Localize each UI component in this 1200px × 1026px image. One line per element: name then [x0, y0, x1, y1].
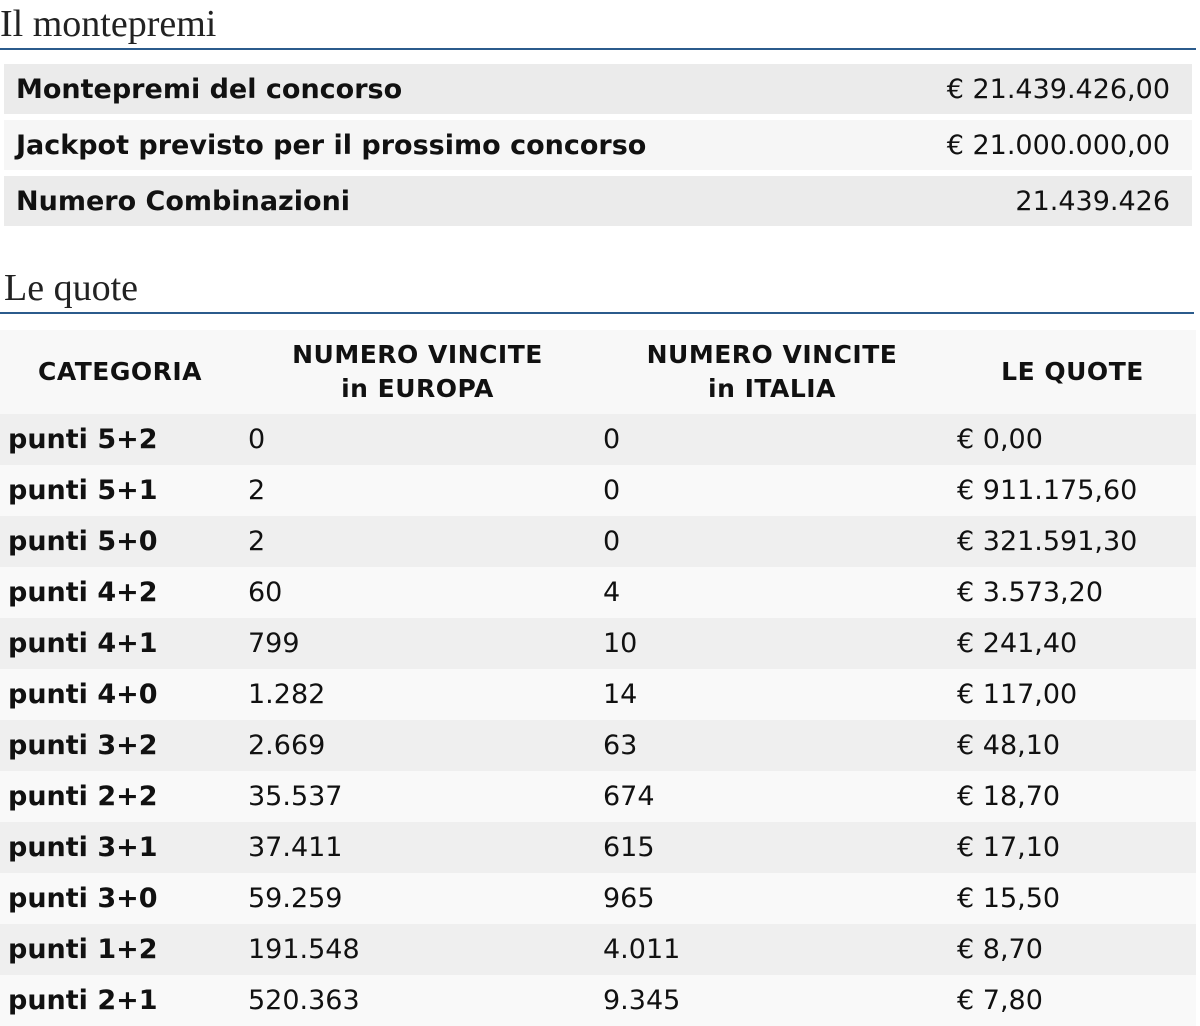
cell-quota: € 7,80: [949, 975, 1196, 1026]
cell-categoria: punti 3+2: [0, 720, 240, 771]
header-europa-line1: NUMERO VINCITE: [292, 340, 543, 369]
table-row: [0, 771, 1196, 822]
header-europa-line2: in EUROPA: [341, 374, 494, 403]
cell-categoria: punti 3+0: [0, 873, 240, 924]
cell-quota: € 117,00: [949, 669, 1196, 720]
cell-italia: 63: [595, 720, 949, 771]
quote-table-body: [0, 414, 1196, 1026]
cell-europa: 520.363: [240, 975, 595, 1026]
cell-europa: 2.669: [240, 720, 595, 771]
quote-header-row: [0, 330, 1196, 414]
cell-europa: 799: [240, 618, 595, 669]
cell-categoria: punti 5+0: [0, 516, 240, 567]
cell-quota: € 241,40: [949, 618, 1196, 669]
cell-europa: 60: [240, 567, 595, 618]
table-row: [0, 822, 1196, 873]
table-row: [0, 465, 1196, 516]
cell-europa: 35.537: [240, 771, 595, 822]
cell-quota: € 8,70: [949, 924, 1196, 975]
cell-italia: 10: [595, 618, 949, 669]
cell-italia: 0: [595, 465, 949, 516]
cell-categoria: punti 5+1: [0, 465, 240, 516]
table-row: [0, 414, 1196, 465]
cell-categoria: punti 3+1: [0, 822, 240, 873]
cell-italia: 0: [595, 516, 949, 567]
table-row: [0, 975, 1196, 1026]
cell-categoria: punti 1+2: [0, 924, 240, 975]
header-italia: [595, 330, 949, 414]
header-categoria-label: CATEGORIA: [37, 357, 203, 386]
summary-row-combinazioni: [4, 176, 1192, 226]
montepremi-title: Il montepremi: [0, 0, 1196, 50]
header-quote: [949, 330, 1196, 414]
summary-row-montepremi: [4, 64, 1192, 114]
cell-europa: 1.282: [240, 669, 595, 720]
table-row: [0, 924, 1196, 975]
cell-quota: € 0,00: [949, 414, 1196, 465]
cell-categoria: punti 5+2: [0, 414, 240, 465]
cell-italia: 9.345: [595, 975, 949, 1026]
cell-categoria: punti 4+1: [0, 618, 240, 669]
cell-italia: 674: [595, 771, 949, 822]
header-italia-line2: in ITALIA: [708, 374, 836, 403]
cell-europa: 2: [240, 465, 595, 516]
cell-europa: 37.411: [240, 822, 595, 873]
cell-quota: € 3.573,20: [949, 567, 1196, 618]
summary-value: € 21.000.000,00: [946, 129, 1170, 161]
summary-value: € 21.439.426,00: [946, 73, 1170, 105]
cell-quota: € 18,70: [949, 771, 1196, 822]
summary-label: Montepremi del concorso: [16, 73, 403, 105]
cell-quota: € 15,50: [949, 873, 1196, 924]
quote-table: [0, 330, 1196, 1026]
cell-europa: 191.548: [240, 924, 595, 975]
table-row: [0, 567, 1196, 618]
cell-italia: 4.011: [595, 924, 949, 975]
quote-title: Le quote: [0, 264, 1194, 314]
cell-italia: 0: [595, 414, 949, 465]
header-quote-label: LE QUOTE: [1001, 357, 1144, 386]
header-categoria: [0, 330, 240, 414]
cell-quota: € 17,10: [949, 822, 1196, 873]
cell-italia: 615: [595, 822, 949, 873]
cell-europa: 59.259: [240, 873, 595, 924]
table-row: [0, 669, 1196, 720]
summary-value: 21.439.426: [1015, 185, 1170, 217]
header-italia-line1: NUMERO VINCITE: [646, 340, 898, 369]
summary-label: Jackpot previsto per il prossimo concorso: [16, 129, 647, 161]
cell-italia: 4: [595, 567, 949, 618]
cell-quota: € 321.591,30: [949, 516, 1196, 567]
table-row: [0, 720, 1196, 771]
cell-europa: 2: [240, 516, 595, 567]
cell-categoria: punti 4+0: [0, 669, 240, 720]
cell-italia: 14: [595, 669, 949, 720]
cell-europa: 0: [240, 414, 595, 465]
cell-categoria: punti 2+2: [0, 771, 240, 822]
table-row: [0, 873, 1196, 924]
summary-label: Numero Combinazioni: [16, 185, 351, 217]
header-europa: [240, 330, 595, 414]
cell-italia: 965: [595, 873, 949, 924]
cell-categoria: punti 4+2: [0, 567, 240, 618]
cell-categoria: punti 2+1: [0, 975, 240, 1026]
cell-quota: € 911.175,60: [949, 465, 1196, 516]
cell-quota: € 48,10: [949, 720, 1196, 771]
table-row: [0, 618, 1196, 669]
montepremi-summary: [4, 64, 1192, 226]
summary-row-jackpot: [4, 120, 1192, 170]
table-row: [0, 516, 1196, 567]
